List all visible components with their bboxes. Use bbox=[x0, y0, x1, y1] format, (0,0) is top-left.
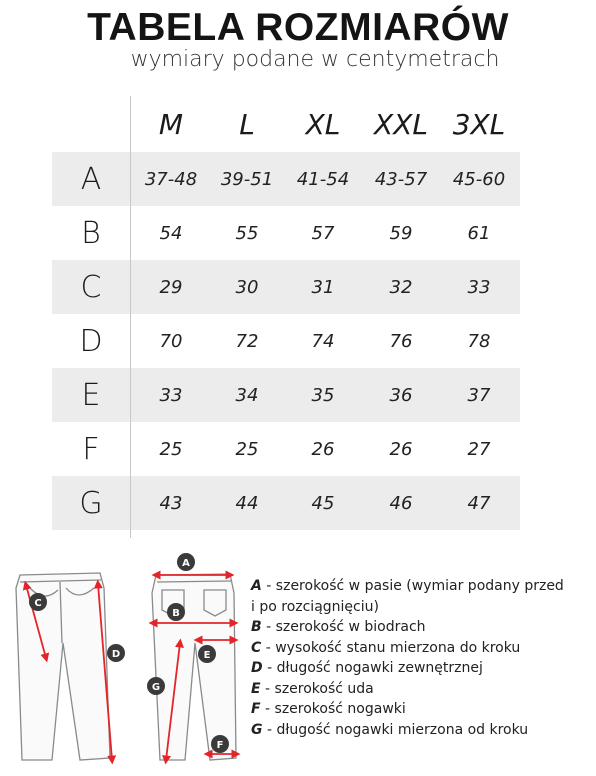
table-cell: 25 bbox=[235, 438, 259, 460]
table-cell: 43 bbox=[159, 492, 183, 514]
table-cell: 34 bbox=[235, 384, 259, 406]
marker-f bbox=[211, 735, 229, 753]
svg-text:E: E bbox=[203, 650, 211, 661]
table-row bbox=[52, 368, 520, 422]
table-cell: 37 bbox=[467, 384, 491, 406]
column-header: XXL bbox=[374, 107, 428, 141]
table-cell: 45-60 bbox=[452, 168, 506, 190]
row-label: D bbox=[79, 323, 103, 359]
row-label: G bbox=[79, 485, 103, 521]
table-cell: 25 bbox=[159, 438, 183, 460]
table-cell: 70 bbox=[159, 330, 183, 352]
table-row bbox=[52, 260, 520, 314]
legend-item-a-continued: i po rozciągnięciu) bbox=[251, 598, 379, 615]
marker-c bbox=[29, 593, 47, 611]
row-label: C bbox=[80, 269, 102, 305]
table-cell: 61 bbox=[467, 222, 491, 244]
table-cell: 54 bbox=[159, 222, 183, 244]
legend-item-a: A - szerokość w pasie (wymiar podany przed bbox=[251, 578, 564, 594]
size-table bbox=[52, 96, 520, 538]
table-cell: 47 bbox=[467, 492, 491, 514]
table-row bbox=[52, 152, 520, 206]
table-cell: 46 bbox=[389, 492, 413, 514]
table-cell: 55 bbox=[235, 222, 259, 244]
column-header: 3XL bbox=[452, 107, 506, 141]
row-label: B bbox=[81, 215, 101, 251]
column-header: XL bbox=[305, 107, 341, 141]
table-cell: 33 bbox=[467, 276, 491, 298]
marker-e bbox=[198, 645, 216, 663]
table-cell: 26 bbox=[389, 438, 413, 460]
table-cell: 45 bbox=[311, 492, 335, 514]
column-header: L bbox=[239, 107, 255, 141]
table-cell: 72 bbox=[235, 330, 259, 352]
table-cell: 43-57 bbox=[374, 168, 428, 190]
legend-item-g: G - długość nogawki mierzona od kroku bbox=[251, 721, 529, 738]
table-cell: 33 bbox=[159, 384, 183, 406]
table-cell: 39-51 bbox=[220, 168, 274, 190]
page-subtitle: wymiary podane w centymetrach bbox=[130, 47, 500, 72]
legend-item-d: D - długość nogawki zewnętrznej bbox=[251, 660, 483, 676]
table-cell: 31 bbox=[311, 276, 335, 298]
table-cell: 44 bbox=[235, 492, 259, 514]
svg-text:F: F bbox=[216, 740, 224, 751]
table-cell: 78 bbox=[467, 330, 491, 352]
table-cell: 59 bbox=[389, 222, 413, 244]
size-table-header bbox=[52, 96, 520, 152]
page-title: TABELA ROZMIARÓW bbox=[87, 6, 509, 49]
table-cell: 37-48 bbox=[144, 168, 198, 190]
marker-g bbox=[147, 677, 165, 695]
table-cell: 74 bbox=[311, 330, 335, 352]
legend-item-e: E - szerokość uda bbox=[251, 680, 374, 697]
table-cell: 41-54 bbox=[296, 168, 350, 190]
table-cell: 30 bbox=[235, 276, 259, 298]
table-cell: 27 bbox=[467, 438, 491, 460]
table-row bbox=[52, 476, 520, 530]
svg-text:A: A bbox=[182, 558, 190, 569]
trousers-back-icon bbox=[152, 574, 236, 760]
row-label: F bbox=[82, 431, 100, 467]
table-cell: 26 bbox=[311, 438, 335, 460]
measurement-legend bbox=[251, 576, 596, 740]
row-label: A bbox=[80, 161, 102, 197]
legend-item-b: B - szerokość w biodrach bbox=[251, 619, 426, 635]
legend-item-c: C - wysokość stanu mierzona do kroku bbox=[251, 639, 521, 656]
table-cell: 32 bbox=[389, 276, 413, 298]
table-cell: 35 bbox=[311, 384, 335, 406]
column-header: M bbox=[158, 107, 184, 141]
table-cell: 36 bbox=[389, 384, 413, 406]
svg-text:G: G bbox=[151, 682, 161, 693]
marker-a bbox=[177, 553, 195, 571]
table-row bbox=[52, 422, 520, 476]
trousers-diagram bbox=[0, 548, 250, 776]
table-cell: 57 bbox=[311, 222, 335, 244]
table-divider bbox=[130, 96, 131, 538]
row-label: E bbox=[81, 377, 101, 413]
svg-text:B: B bbox=[172, 608, 180, 619]
table-row bbox=[52, 314, 520, 368]
table-row bbox=[52, 206, 520, 260]
marker-d bbox=[107, 644, 125, 662]
table-cell: 29 bbox=[159, 276, 183, 298]
legend-item-f: F - szerokość nogawki bbox=[251, 701, 406, 717]
marker-b bbox=[167, 603, 185, 621]
table-cell: 76 bbox=[389, 330, 413, 352]
svg-text:C: C bbox=[34, 598, 42, 609]
svg-text:D: D bbox=[111, 649, 121, 660]
